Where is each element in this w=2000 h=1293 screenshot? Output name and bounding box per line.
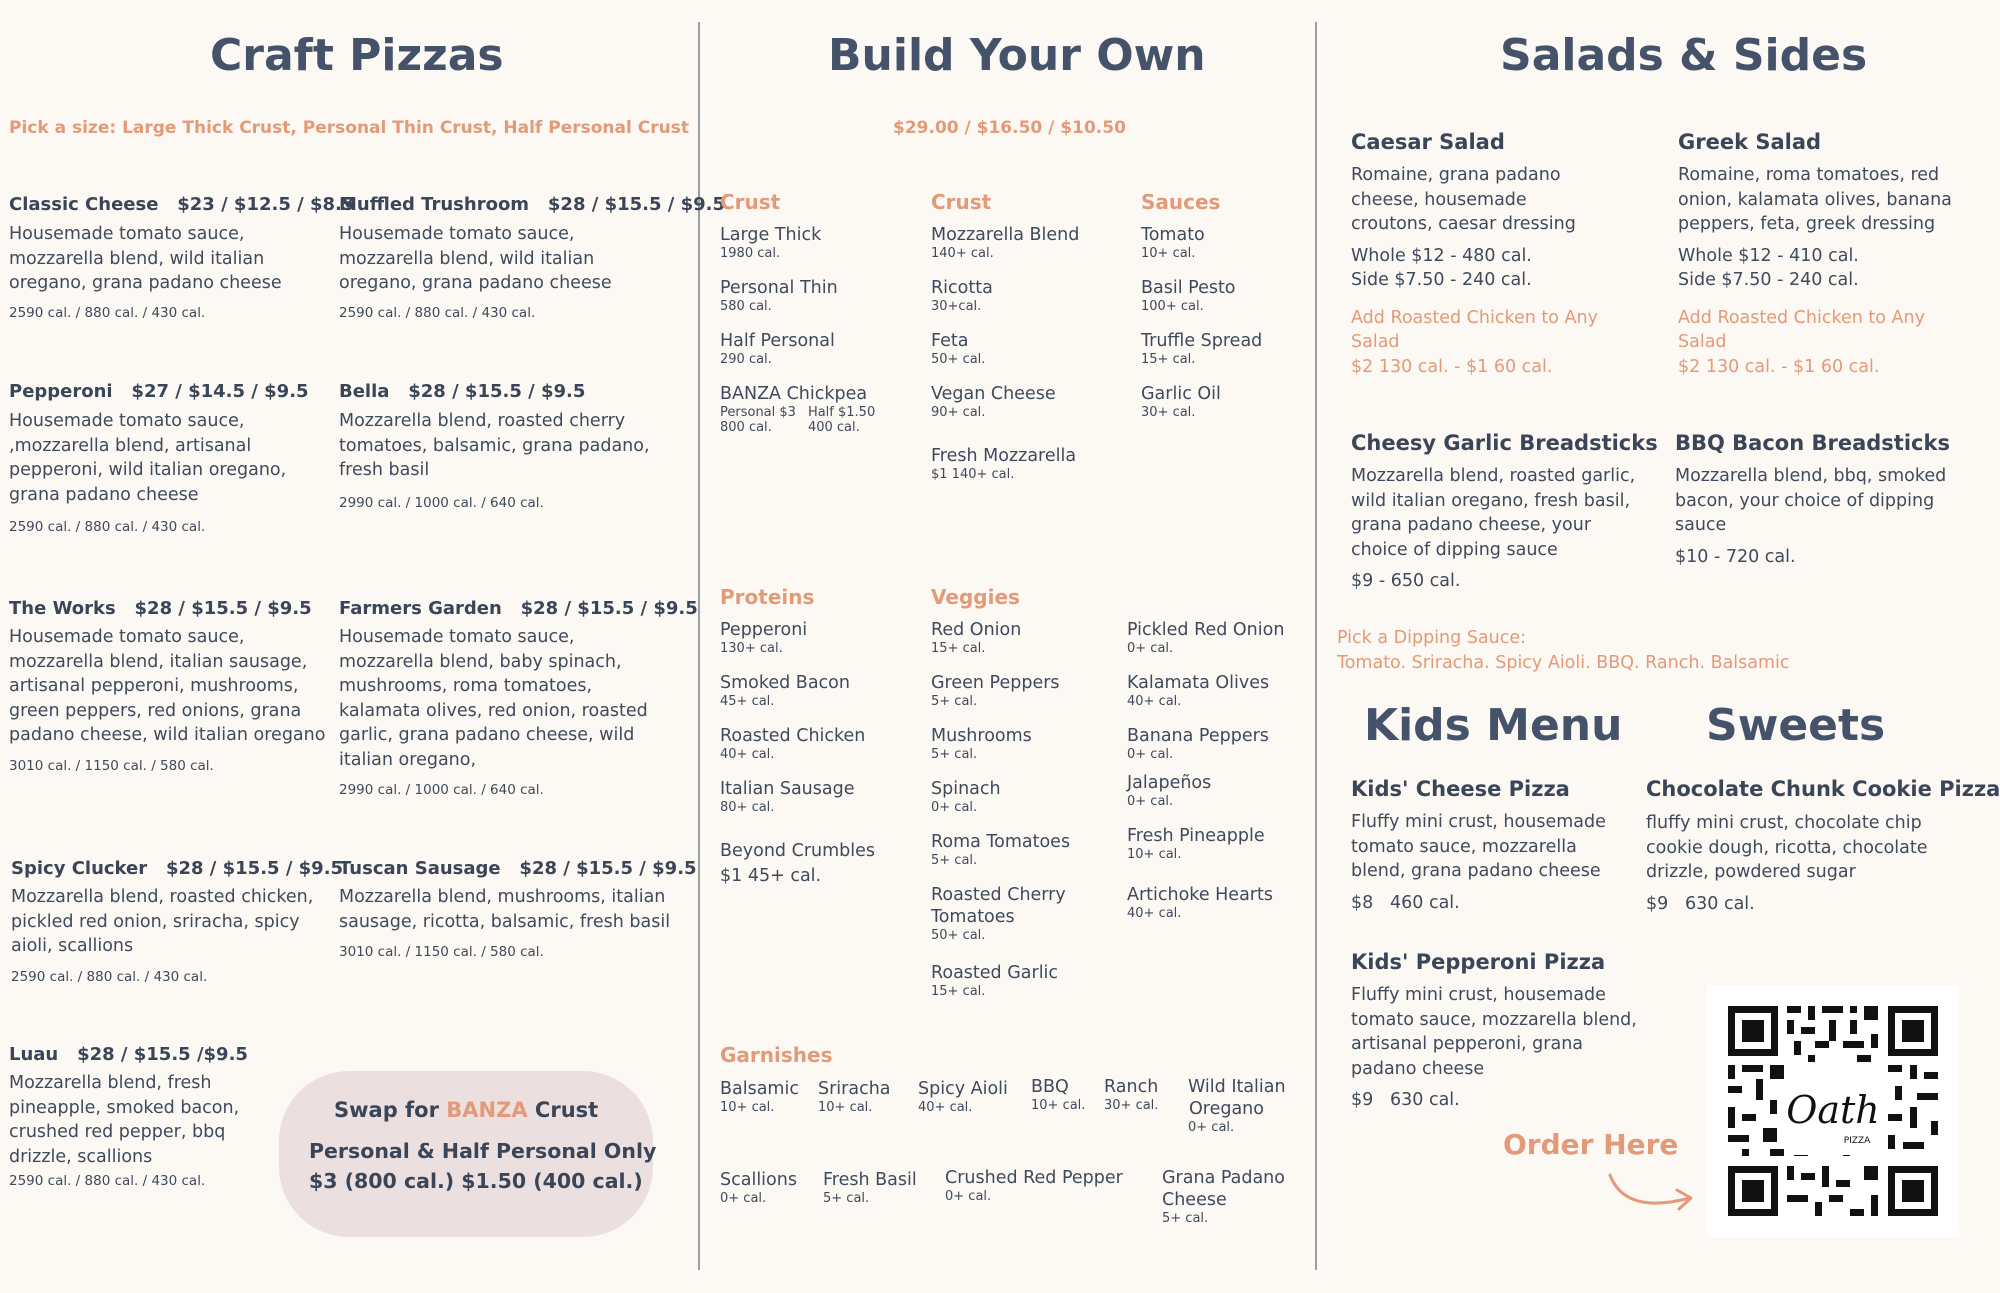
pizza-price: $28 / $15.5 / $9.5 [547, 194, 726, 215]
byo-item [720, 840, 875, 887]
sweets-item-calories: 630 cal. [1684, 893, 1755, 914]
ingredient-name: Italian Sausage [720, 779, 855, 799]
ingredient-calories: 0+ cal. [720, 1191, 767, 1206]
byo-item [1141, 330, 1262, 367]
banza-swap-title [334, 1098, 598, 1122]
qr-code-icon [1707, 985, 1959, 1237]
banza-swap-prefix: Swap for [334, 1098, 447, 1122]
sweets-item-name: Chocolate Chunk Cookie Pizza [1646, 777, 2000, 801]
pizza-calories: 2590 cal. / 880 cal. / 430 cal. [9, 1173, 206, 1189]
ingredient-calories: 1980 cal. [720, 246, 781, 261]
byo-item [931, 725, 1032, 762]
pizza-item [9, 194, 355, 321]
ingredient-name: Feta [931, 331, 969, 351]
pizza-price: $23 / $12.5 / $8.5 [177, 194, 355, 215]
byo-item [931, 330, 985, 367]
salad-whole-price: Whole $12 - 410 cal. [1678, 245, 1859, 266]
byo-item [1188, 1076, 1286, 1135]
sweets-item [1646, 777, 2000, 916]
side-price: $10 - 720 cal. [1675, 546, 1796, 567]
size-note: Pick a size: Large Thick Crust, Personal Thin Crust, Half Personal Crust [9, 118, 689, 138]
byo-item [1127, 672, 1269, 709]
salad-item [1678, 130, 1978, 379]
byo-item [931, 445, 1076, 482]
ingredient-name: Red Onion [931, 620, 1022, 640]
pizza-item [339, 194, 726, 321]
ingredient-calories: 30+ cal. [1104, 1098, 1159, 1113]
kids-item-description: Fluffy mini crust, housemade tomato sauce, mozzarella blend, artisanal pepperoni, grana padano cheese [1351, 985, 1637, 1079]
ingredient-calories: 15+ cal. [931, 984, 986, 999]
ingredient-calories: 90+ cal. [931, 405, 986, 420]
banza-word: BANZA [446, 1098, 528, 1122]
byo-item [945, 1167, 1123, 1204]
dipping-sauce-title: Pick a Dipping Sauce: [1337, 628, 1527, 648]
ingredient-name: Personal Thin [720, 278, 838, 298]
pizza-price: $28 / $15.5 / $9.5 [519, 858, 697, 879]
ingredient-name: Fresh Mozzarella [931, 446, 1077, 466]
byo-item [931, 277, 993, 314]
byo-item [918, 1078, 1008, 1115]
banza-chickpea-item [720, 383, 875, 435]
ingredient-calories: 0+ cal. [1188, 1120, 1235, 1135]
sauces-heading: Sauces [1141, 190, 1221, 214]
ingredient-calories: 15+ cal. [1141, 352, 1196, 367]
garnishes-heading: Garnishes [720, 1043, 833, 1067]
byo-item [720, 224, 821, 261]
salads-sides-title: Salads & Sides [1500, 30, 1868, 81]
pizza-item [339, 598, 698, 798]
ingredient-name: Sriracha [818, 1079, 891, 1099]
banza-line-2: $3 (800 cal.) $1.50 (400 cal.) [309, 1169, 643, 1193]
ingredient-calories: 80+ cal. [720, 800, 775, 815]
pizza-item [339, 381, 674, 511]
side-name: BBQ Bacon Breadsticks [1675, 431, 1950, 455]
ingredient-calories: 10+ cal. [818, 1100, 873, 1115]
salad-side-price: Side $7.50 - 240 cal. [1678, 270, 1859, 290]
kids-item-description: Fluffy mini crust, housemade tomato sauce, mozzarella blend, grana padano cheese [1351, 812, 1606, 881]
ingredient-name-line-2: Tomatoes [931, 907, 1015, 927]
pizza-name: Spicy Clucker [11, 858, 148, 879]
ingredient-calories: 290 cal. [720, 352, 772, 367]
pizza-calories: 2590 cal. / 880 cal. / 430 cal. [9, 519, 206, 535]
byo-prices: $29.00 / $16.50 / $10.50 [893, 118, 1126, 138]
salad-name: Greek Salad [1678, 130, 1822, 154]
pizza-price: $28 / $15.5 / $9.5 [165, 858, 344, 879]
qr-logo-script: Oath [1786, 1088, 1880, 1132]
byo-item [931, 383, 1056, 420]
pizza-description: Housemade tomato sauce, mozzarella blend, italian sausage, artisanal pepperoni, mushrooms, green peppers, red onions, grana padano cheese, wild italian oregano [9, 627, 326, 745]
byo-item [1031, 1076, 1085, 1113]
ingredient-name: Basil Pesto [1141, 278, 1236, 298]
ingredient-calories: 0+ cal. [931, 800, 978, 815]
ingredient-calories: 0+ cal. [1127, 747, 1174, 762]
banza-swap-details [309, 1136, 656, 1196]
salad-item [1351, 130, 1651, 379]
veggies-heading: Veggies [931, 585, 1020, 609]
byo-item [1141, 277, 1236, 314]
ingredient-name: Pickled Red Onion [1127, 620, 1285, 640]
byo-item [1127, 825, 1265, 862]
pizza-description: Mozzarella blend, roasted cherry tomatoes, balsamic, grana padano, fresh basil [339, 411, 650, 480]
kids-item-calories: 630 cal. [1389, 1090, 1460, 1110]
ingredient-calories: 100+ cal. [1141, 299, 1204, 314]
kids-item [1351, 777, 1651, 915]
salad-addon: Add Roasted Chicken to Any Salad [1678, 307, 1925, 352]
byo-item [720, 1169, 797, 1206]
pizza-calories: 2590 cal. / 880 cal. / 430 cal. [9, 304, 206, 321]
pizza-calories: 2990 cal. / 1000 cal. / 640 cal. [339, 782, 544, 798]
ingredient-name: Mushrooms [931, 726, 1032, 746]
sweets-item-price: $9 [1646, 893, 1669, 914]
pizza-item [9, 381, 327, 535]
banza-swap-suffix: Crust [527, 1098, 599, 1122]
byo-item [1141, 383, 1221, 420]
pizza-price: $27 / $14.5 / $9.5 [131, 381, 309, 402]
byo-item [720, 330, 835, 367]
byo-item [720, 672, 850, 709]
salad-side-price: Side $7.50 - 240 cal. [1351, 270, 1532, 290]
dipping-sauce-list: Tomato. Sriracha. Spicy Aioli. BBQ. Ranch. Balsamic [1337, 653, 1790, 673]
ingredient-name: Green Peppers [931, 673, 1060, 693]
pizza-name: Farmers Garden [339, 598, 502, 619]
ingredient-calories: 5+ cal. [931, 853, 978, 868]
ingredient-name: Tomato [1141, 225, 1205, 245]
side-item [1351, 431, 1658, 594]
byo-item [931, 619, 1021, 656]
ingredient-name-line-2: Oregano [1189, 1099, 1264, 1119]
pizza-item [11, 858, 344, 985]
ingredient-name: Vegan Cheese [931, 384, 1056, 404]
pizza-calories: 2590 cal. / 880 cal. / 430 cal. [11, 968, 208, 985]
ingredient-calories: 130+ cal. [720, 641, 783, 656]
pizza-description: Mozzarella blend, mushrooms, italian sausage, ricotta, balsamic, fresh basil [339, 887, 671, 932]
banza-half-calories: 400 cal. [807, 420, 860, 435]
salad-addon: Add Roasted Chicken to Any Salad [1351, 307, 1598, 352]
pizza-calories: 2590 cal. / 880 cal. / 430 cal. [339, 304, 536, 321]
salad-addon-price: $2 130 cal. - $1 60 cal. [1351, 356, 1553, 377]
salad-name: Caesar Salad [1351, 130, 1505, 154]
curved-arrow-icon [1605, 1170, 1695, 1220]
ingredient-name: Artichoke Hearts [1127, 885, 1273, 905]
ingredient-name: Scallions [720, 1170, 797, 1190]
byo-item [720, 277, 838, 314]
pizza-name: Pepperoni [9, 381, 113, 402]
byo-item [931, 778, 1001, 815]
byo-item [1127, 884, 1273, 921]
ingredient-name-line-2: Cheese [1162, 1190, 1227, 1210]
ingredient-calories: $1 140+ cal. [931, 467, 1015, 482]
ingredient-calories: 0+ cal. [1127, 794, 1174, 809]
ingredient-name: Large Thick [720, 225, 822, 245]
side-price: $9 - 650 cal. [1351, 571, 1461, 591]
pizza-price: $28 / $15.5 /$9.5 [77, 1044, 248, 1065]
pizza-description: Housemade tomato sauce, ,mozzarella blend, artisanal pepperoni, wild italian oregano, grana padano cheese [9, 411, 287, 505]
ingredient-name: Kalamata Olives [1127, 673, 1270, 693]
ingredient-calories: 5+ cal. [931, 694, 978, 709]
byo-item [931, 962, 1058, 999]
ingredient-name: Roasted Garlic [931, 963, 1059, 983]
ingredient-calories: 5+ cal. [1162, 1211, 1209, 1226]
sweets-item-description: fluffy mini crust, chocolate chip cookie dough, ricotta, chocolate drizzle, powdered sugar [1646, 813, 1928, 882]
ingredient-calories: 40+ cal. [720, 747, 775, 762]
byo-item [1162, 1167, 1285, 1226]
ingredient-calories: 45+ cal. [720, 694, 775, 709]
ingredient-calories: 10+ cal. [1031, 1098, 1086, 1113]
ingredient-name: Spinach [931, 779, 1001, 799]
byo-item [823, 1169, 917, 1206]
pizza-calories: 3010 cal. / 1150 cal. / 580 cal. [339, 944, 544, 960]
ingredient-calories: 5+ cal. [823, 1191, 870, 1206]
banza-line-1: Personal & Half Personal Only [309, 1139, 657, 1163]
ingredient-calories: 140+ cal. [931, 246, 994, 261]
ingredient-name: Crushed Red Pepper [945, 1168, 1123, 1188]
ingredient-name: Banana Peppers [1127, 726, 1269, 746]
ingredient-calories: 30+cal. [931, 299, 982, 314]
ingredient-name: Beyond Crumbles [720, 841, 876, 861]
ingredient-name: Roasted Cherry [931, 885, 1066, 905]
ingredient-calories: 10+ cal. [720, 1100, 775, 1115]
byo-item [1104, 1076, 1158, 1113]
ingredient-calories: 15+ cal. [931, 641, 986, 656]
kids-item [1351, 950, 1651, 1113]
pizza-description: Mozzarella blend, fresh pineapple, smoked bacon, crushed red pepper, bbq drizzle, scallions [9, 1073, 240, 1167]
salad-addon-price: $2 130 cal. - $1 60 cal. [1678, 356, 1880, 377]
ingredient-name: Ricotta [931, 278, 993, 298]
qr-logo-small: PIZZA [1843, 1136, 1871, 1146]
pizza-description: Mozzarella blend, roasted chicken, pickled red onion, sriracha, spicy aioli, scallions [11, 887, 314, 956]
byo-item [720, 778, 855, 815]
ingredient-calories: 40+ cal. [1127, 906, 1182, 921]
ingredient-name: BANZA Chickpea [720, 384, 868, 404]
ingredient-name: Pepperoni [720, 620, 808, 640]
ingredient-name: Spicy Aioli [918, 1079, 1008, 1099]
ingredient-name: Jalapeños [1127, 773, 1212, 793]
pizza-item [9, 1044, 271, 1189]
byo-item [1141, 224, 1205, 261]
cheese-heading: Crust [931, 190, 992, 214]
pizza-item [339, 858, 697, 960]
banza-swap-box [279, 1071, 657, 1237]
crust-heading: Crust [720, 190, 781, 214]
pizza-calories: 2990 cal. / 1000 cal. / 640 cal. [339, 494, 544, 511]
kids-item-price: $9 [1351, 1090, 1374, 1110]
kids-item-name: Kids' Pepperoni Pizza [1351, 950, 1606, 974]
ingredient-name: Balsamic [720, 1079, 799, 1099]
ingredient-calories: 10+ cal. [1127, 847, 1182, 862]
ingredient-calories: $1 45+ cal. [720, 866, 822, 886]
ingredient-name: Mozzarella Blend [931, 225, 1080, 245]
ingredient-calories: 50+ cal. [931, 928, 986, 943]
banza-personal-calories: 800 cal. [720, 420, 772, 435]
banza-personal-price: Personal $3 [720, 405, 796, 420]
pizza-name: Classic Cheese [9, 194, 159, 215]
craft-pizzas-title: Craft Pizzas [210, 30, 504, 81]
byo-item [720, 1078, 799, 1115]
ingredient-calories: 580 cal. [720, 299, 772, 314]
pizza-name: Muffled Trushroom [339, 194, 530, 215]
byo-item [931, 884, 1066, 943]
side-item [1675, 431, 1975, 569]
byo-item [1127, 725, 1269, 762]
pizza-description: Housemade tomato sauce, mozzarella blend, wild italian oregano, grana padano cheese [339, 224, 612, 293]
ingredient-calories: 10+ cal. [1141, 246, 1196, 261]
ingredient-calories: 5+ cal. [931, 747, 978, 762]
pizza-price: $28 / $15.5 / $9.5 [520, 598, 698, 619]
salad-description: Romaine, grana padano cheese, housemade croutons, caesar dressing [1351, 165, 1576, 234]
pizza-price: $28 / $15.5 / $9.5 [408, 381, 586, 402]
order-here-label[interactable]: Order Here [1503, 1128, 1679, 1161]
ingredient-name: Garlic Oil [1141, 384, 1221, 404]
pizza-name: Bella [339, 381, 390, 402]
byo-item [818, 1078, 891, 1115]
pizza-item [9, 598, 327, 774]
pizza-name: Tuscan Sausage [339, 858, 501, 879]
column-divider [1315, 22, 1317, 1270]
ingredient-calories: 40+ cal. [1127, 694, 1182, 709]
side-name: Cheesy Garlic Breadsticks [1351, 431, 1658, 455]
salad-whole-price: Whole $12 - 480 cal. [1351, 245, 1532, 266]
sweets-title: Sweets [1706, 700, 1886, 751]
byo-item [931, 672, 1060, 709]
byo-item [931, 831, 1070, 868]
byo-item [720, 725, 865, 762]
pizza-description: Housemade tomato sauce, mozzarella blend, baby spinach, mushrooms, roma tomatoes, kalamata olives, red onion, roasted garlic, grana padano cheese, wild italian oregano, [339, 627, 648, 770]
kids-menu-title: Kids Menu [1364, 700, 1623, 751]
ingredient-name: Roma Tomatoes [931, 832, 1071, 852]
ingredient-name: BBQ [1031, 1077, 1069, 1097]
proteins-heading: Proteins [720, 585, 815, 609]
ingredient-name: Roasted Chicken [720, 726, 866, 746]
byo-item [1127, 772, 1211, 809]
ingredient-calories: 40+ cal. [918, 1100, 973, 1115]
ingredient-name: Wild Italian [1188, 1077, 1286, 1097]
ingredient-name: Fresh Basil [823, 1170, 917, 1190]
pizza-name: Luau [9, 1044, 59, 1065]
kids-item-name: Kids' Cheese Pizza [1351, 777, 1570, 801]
build-your-own-title: Build Your Own [828, 30, 1206, 81]
pizza-description: Housemade tomato sauce, mozzarella blend, wild italian oregano, grana padano cheese [9, 224, 282, 293]
ingredient-calories: 50+ cal. [931, 352, 986, 367]
byo-item [1127, 619, 1284, 656]
ingredient-name: Ranch [1104, 1077, 1159, 1097]
ingredient-name: Half Personal [720, 331, 835, 351]
salad-description: Romaine, roma tomatoes, red onion, kalamata olives, banana peppers, feta, greek dressing [1678, 165, 1952, 234]
ingredient-name: Smoked Bacon [720, 673, 850, 693]
side-description: Mozzarella blend, roasted garlic, wild italian oregano, fresh basil, grana padano cheese, your choice of dipping sauce [1351, 466, 1636, 560]
banza-half-price: Half $1.50 [807, 405, 876, 420]
byo-item [931, 224, 1079, 261]
ingredient-name: Fresh Pineapple [1127, 826, 1265, 846]
ingredient-name: Grana Padano [1162, 1168, 1285, 1188]
ingredient-calories: 30+ cal. [1141, 405, 1196, 420]
kids-item-price: $8 [1351, 892, 1374, 913]
ingredient-calories: 0+ cal. [945, 1189, 992, 1204]
ingredient-name: Truffle Spread [1141, 331, 1263, 351]
kids-item-calories: 460 cal. [1389, 892, 1460, 913]
qr-code[interactable] [1707, 985, 1959, 1237]
pizza-price: $28 / $15.5 / $9.5 [134, 598, 312, 619]
pizza-name: The Works [9, 598, 116, 619]
side-description: Mozzarella blend, bbq, smoked bacon, your choice of dipping sauce [1675, 466, 1947, 535]
ingredient-calories: 0+ cal. [1127, 641, 1174, 656]
pizza-calories: 3010 cal. / 1150 cal. / 580 cal. [9, 757, 214, 774]
byo-item [720, 619, 807, 656]
